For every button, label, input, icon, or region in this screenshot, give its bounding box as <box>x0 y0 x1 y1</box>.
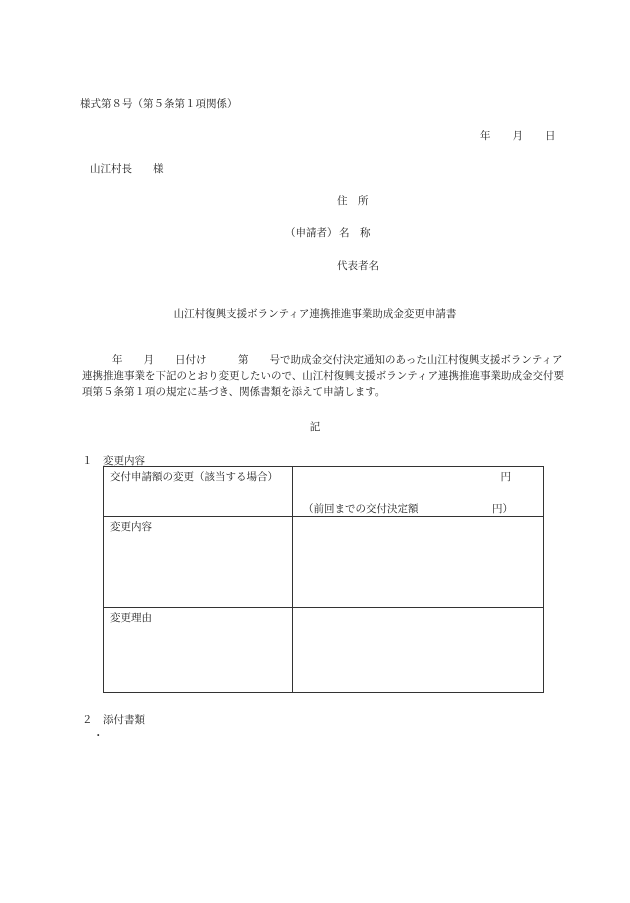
name-label: 名 称 <box>339 227 371 239</box>
ki-label: 記 <box>309 421 321 433</box>
table-cell-label: 交付申請額の変更（該当する場合） <box>104 467 293 516</box>
table-row <box>104 608 543 692</box>
table-cell-change-content[interactable] <box>293 517 543 607</box>
section-2-heading: ２ 添付書類 <box>82 714 145 726</box>
attachment-bullet: ・ <box>93 730 104 742</box>
applicant-label: （申請者） <box>285 227 338 239</box>
form-number: 様式第８号（第５条第１項関係） <box>80 98 238 110</box>
document-title: 山江村復興支援ボランティア連携推進事業助成金変更申請書 <box>173 308 457 320</box>
table-cell-change-reason[interactable] <box>293 608 543 692</box>
table-cell-amount[interactable] <box>293 467 543 516</box>
date-year: 年 <box>480 130 491 142</box>
previous-amount-label: （前回までの交付決定額 <box>303 503 419 515</box>
table-cell-label: 変更内容 <box>104 517 293 607</box>
date-line <box>480 128 556 143</box>
date-month: 月 <box>512 130 523 142</box>
section-1-heading: １ 変更内容 <box>82 455 145 467</box>
previous-yen-unit: 円） <box>492 503 513 515</box>
representative-label: 代表者名 <box>337 260 379 272</box>
change-table <box>103 466 544 693</box>
addressee: 山江村長 様 <box>90 163 164 175</box>
table-row <box>104 517 543 608</box>
yen-unit: 円 <box>500 471 511 483</box>
table-cell-label: 変更理由 <box>104 608 293 692</box>
date-day: 日 <box>545 130 556 142</box>
table-row <box>104 467 543 517</box>
address-label: 住 所 <box>337 195 369 207</box>
body-text: 年 月 日付け 第 号で助成金交付決定通知のあった山江村復興支援ボランティア連携推進事業を下記のとおり変更したいので、山江村復興支援ボランティア連携推進事業助成金交付要項第５条第１項の規定に基づき、関係書類を添えて申請します。 <box>82 354 564 398</box>
